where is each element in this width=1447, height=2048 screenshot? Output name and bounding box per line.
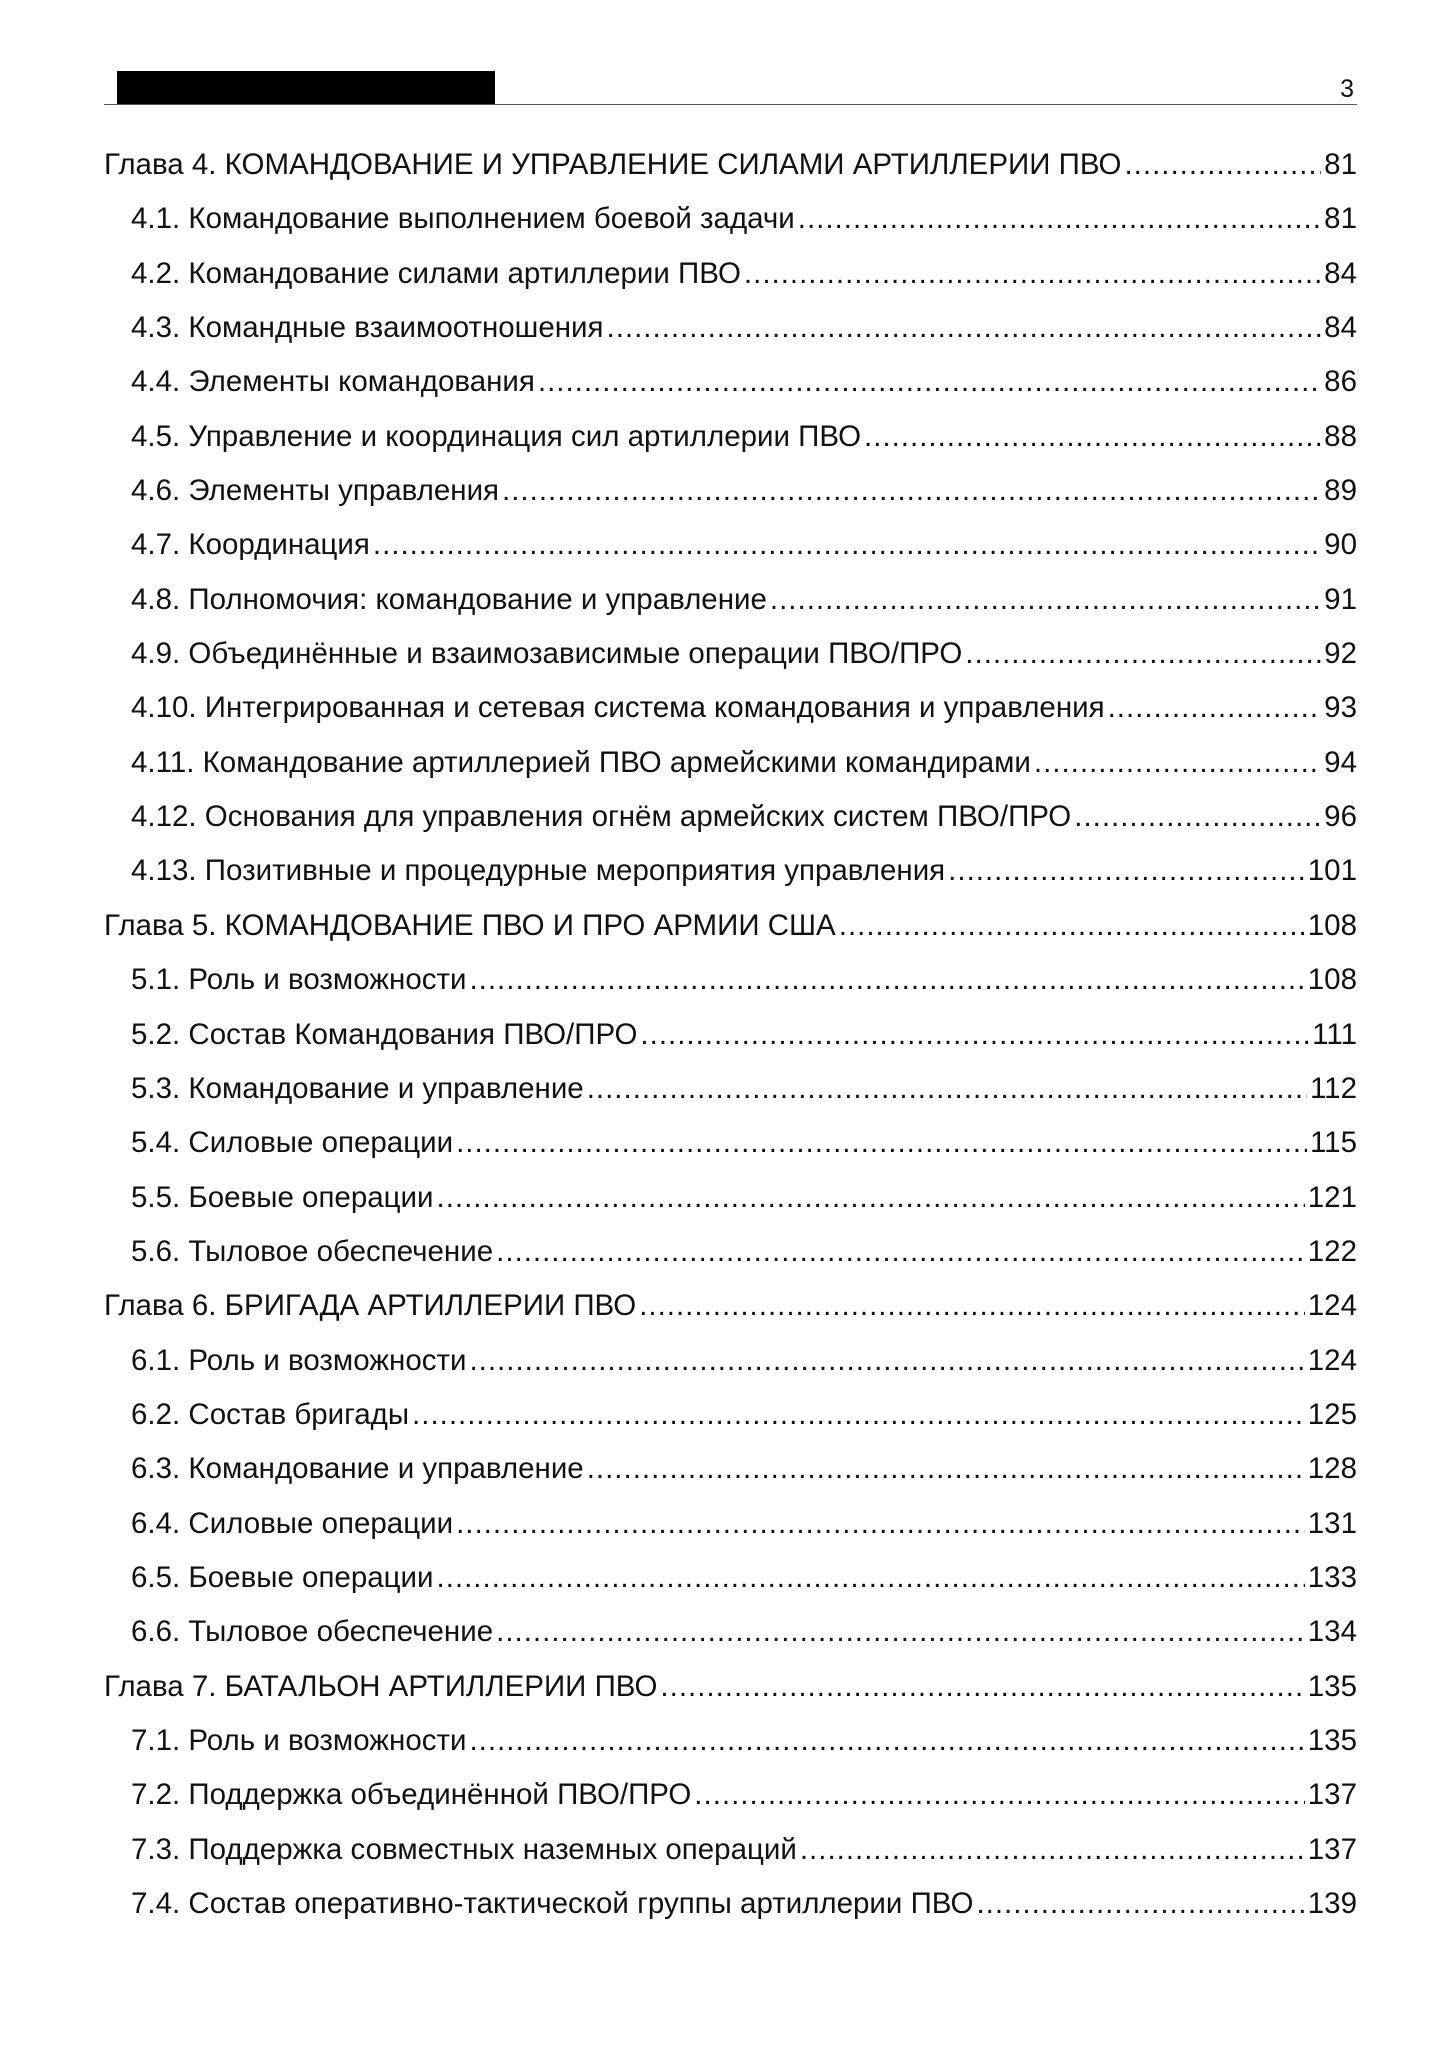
toc-dot-leader (456, 1497, 1305, 1551)
toc-entry-title: 6.4. Силовые операции (131, 1506, 454, 1540)
toc-section-entry[interactable] (104, 192, 1357, 246)
toc-entry-title: 5.4. Силовые операции (131, 1126, 454, 1160)
toc-section-entry[interactable] (104, 1497, 1357, 1551)
toc-dot-leader (607, 301, 1322, 355)
toc-dot-leader (1074, 790, 1321, 844)
toc-entry-title: 4.5. Управление и координация сил артиллерии ПВО (131, 419, 862, 453)
toc-section-entry[interactable] (104, 1062, 1357, 1116)
toc-entry-title: 4.12. Основания для управления огнём армейских систем ПВО/ПРО (131, 800, 1072, 834)
toc-dot-leader (496, 1605, 1305, 1659)
toc-dot-leader (798, 192, 1321, 246)
toc-entry-title: 4.8. Полномочия: командование и управление (131, 582, 767, 616)
toc-entry-title: 5.3. Командование и управление (131, 1071, 584, 1105)
toc-section-entry[interactable] (104, 247, 1357, 301)
toc-entry-title: 4.7. Координация (131, 528, 370, 562)
toc-section-entry[interactable] (104, 953, 1357, 1007)
toc-section-entry[interactable] (104, 518, 1357, 572)
toc-dot-leader (469, 953, 1304, 1007)
toc-entry-title: Глава 4. КОМАНДОВАНИЕ И УПРАВЛЕНИЕ СИЛАМИ АРТИЛЛЕРИИ ПВО (104, 148, 1122, 181)
toc-section-entry[interactable] (104, 410, 1357, 464)
toc-section-entry[interactable] (104, 1388, 1357, 1442)
toc-dot-leader (694, 1768, 1304, 1822)
header-divider (104, 104, 1357, 105)
toc-entry-page-number: 139 (1307, 1887, 1357, 1920)
toc-entry-title: 6.2. Состав бригады (131, 1397, 410, 1431)
toc-entry-page-number: 81 (1324, 148, 1357, 181)
toc-entry-title: 4.2. Командование силами артиллерии ПВО (131, 256, 741, 290)
toc-entry-title: 5.6. Тыловое обеспечение (131, 1234, 494, 1268)
toc-section-entry[interactable] (104, 681, 1357, 735)
toc-entry-page-number: 131 (1307, 1506, 1357, 1540)
toc-chapter-entry[interactable] (104, 1660, 1357, 1714)
toc-entry-page-number: 101 (1307, 854, 1357, 888)
toc-entry-title: 4.4. Элементы командования (131, 365, 535, 399)
toc-entry-title: 7.3. Поддержка совместных наземных операций (131, 1832, 797, 1866)
toc-entry-title: 6.6. Тыловое обеспечение (131, 1615, 494, 1649)
toc-section-entry[interactable] (104, 1171, 1357, 1225)
page-number: 3 (1340, 75, 1354, 103)
toc-entry-title: 6.1. Роль и возможности (131, 1343, 467, 1377)
toc-entry-title: 4.3. Командные взаимоотношения (131, 311, 604, 345)
toc-entry-title: 4.6. Элементы управления (131, 474, 500, 508)
toc-chapter-entry[interactable] (104, 899, 1357, 953)
toc-dot-leader (1124, 138, 1321, 192)
toc-dot-leader (864, 410, 1321, 464)
toc-dot-leader (640, 1008, 1309, 1062)
toc-entry-page-number: 135 (1307, 1723, 1357, 1757)
toc-dot-leader (496, 1225, 1305, 1279)
toc-entry-page-number: 135 (1307, 1669, 1357, 1703)
toc-section-entry[interactable] (104, 790, 1357, 844)
toc-entry-title: Глава 6. БРИГАДА АРТИЛЛЕРИИ ПВО (104, 1289, 637, 1323)
toc-entry-page-number: 96 (1324, 800, 1357, 834)
toc-entry-title: 4.9. Объединённые и взаимозависимые операции ПВО/ПРО (131, 637, 963, 671)
toc-entry-page-number: 81 (1324, 202, 1357, 236)
toc-dot-leader (587, 1062, 1307, 1116)
toc-entry-page-number: 134 (1307, 1615, 1357, 1649)
toc-entry-page-number: 137 (1307, 1832, 1357, 1866)
toc-entry-title: 5.1. Роль и возможности (131, 963, 467, 997)
toc-entry-page-number: 92 (1324, 637, 1357, 671)
toc-dot-leader (965, 627, 1321, 681)
toc-section-entry[interactable] (104, 627, 1357, 681)
toc-section-entry[interactable] (104, 573, 1357, 627)
toc-section-entry[interactable] (104, 1442, 1357, 1496)
toc-chapter-entry[interactable] (104, 138, 1357, 192)
toc-entry-page-number: 86 (1324, 365, 1357, 399)
toc-entry-page-number: 122 (1307, 1234, 1357, 1268)
toc-section-entry[interactable] (104, 1714, 1357, 1768)
toc-entry-title: 7.1. Роль и возможности (131, 1723, 467, 1757)
toc-entry-title: 7.2. Поддержка объединённой ПВО/ПРО (131, 1778, 692, 1812)
toc-dot-leader (770, 573, 1321, 627)
toc-dot-leader (660, 1660, 1304, 1714)
toc-entry-title: 5.2. Состав Командования ПВО/ПРО (131, 1017, 638, 1051)
toc-entry-title: 4.1. Командование выполнением боевой задачи (131, 202, 795, 236)
toc-entry-title: 5.5. Боевые операции (131, 1180, 434, 1214)
toc-entry-page-number: 90 (1324, 528, 1357, 562)
toc-section-entry[interactable] (104, 464, 1357, 518)
toc-section-entry[interactable] (104, 1225, 1357, 1279)
toc-section-entry[interactable] (104, 1605, 1357, 1659)
toc-dot-leader (948, 844, 1305, 898)
toc-section-entry[interactable] (104, 1116, 1357, 1170)
toc-section-entry[interactable] (104, 1551, 1357, 1605)
toc-dot-leader (469, 1714, 1304, 1768)
toc-section-entry[interactable] (104, 1334, 1357, 1388)
toc-entry-page-number: 124 (1307, 1289, 1357, 1323)
toc-dot-leader (976, 1877, 1304, 1931)
toc-entry-page-number: 108 (1307, 963, 1357, 997)
toc-entry-page-number: 128 (1307, 1452, 1357, 1486)
toc-entry-page-number: 88 (1324, 419, 1357, 453)
table-of-contents (104, 138, 1357, 1931)
toc-entry-title: 7.4. Состав оперативно-тактической группы артиллерии ПВО (131, 1887, 974, 1920)
toc-entry-page-number: 93 (1324, 691, 1357, 725)
toc-entry-page-number: 125 (1307, 1397, 1357, 1431)
toc-dot-leader (800, 1823, 1305, 1877)
toc-entry-title: 4.13. Позитивные и процедурные мероприятия управления (131, 854, 946, 888)
toc-entry-page-number: 89 (1324, 474, 1357, 508)
toc-dot-leader (839, 899, 1305, 953)
toc-chapter-entry[interactable] (104, 1279, 1357, 1333)
toc-entry-page-number: 91 (1324, 582, 1357, 616)
toc-entry-page-number: 137 (1307, 1778, 1357, 1812)
toc-entry-page-number: 112 (1309, 1071, 1357, 1105)
redacted-header-block (117, 71, 495, 104)
toc-dot-leader (1034, 736, 1321, 790)
toc-entry-title: Глава 5. КОМАНДОВАНИЕ ПВО И ПРО АРМИИ США (104, 908, 836, 942)
toc-entry-page-number: 124 (1307, 1343, 1357, 1377)
toc-entry-page-number: 108 (1307, 908, 1357, 942)
toc-section-entry[interactable] (104, 355, 1357, 409)
toc-entry-page-number: 84 (1324, 256, 1357, 290)
toc-entry-page-number: 133 (1307, 1560, 1357, 1594)
toc-entry-title: 4.11. Командование артиллерией ПВО армейскими командирами (131, 745, 1031, 779)
toc-entry-page-number: 115 (1309, 1126, 1357, 1160)
toc-entry-page-number: 94 (1324, 745, 1357, 779)
toc-dot-leader (373, 518, 1321, 572)
toc-dot-leader (437, 1171, 1305, 1225)
toc-section-entry[interactable] (104, 301, 1357, 355)
toc-dot-leader (538, 355, 1321, 409)
toc-entry-title: 6.3. Командование и управление (131, 1452, 584, 1486)
toc-entry-title: Глава 7. БАТАЛЬОН АРТИЛЛЕРИИ ПВО (104, 1669, 658, 1703)
toc-dot-leader (469, 1334, 1304, 1388)
toc-dot-leader (456, 1116, 1307, 1170)
toc-dot-leader (502, 464, 1321, 518)
toc-dot-leader (587, 1442, 1305, 1496)
toc-dot-leader (437, 1551, 1305, 1605)
toc-dot-leader (639, 1279, 1305, 1333)
toc-entry-page-number: 121 (1307, 1180, 1357, 1214)
toc-dot-leader (744, 247, 1321, 301)
toc-dot-leader (1108, 681, 1322, 735)
toc-entry-page-number: 111 (1312, 1017, 1357, 1051)
toc-section-entry[interactable] (104, 736, 1357, 790)
toc-entry-title: 6.5. Боевые операции (131, 1560, 434, 1594)
toc-section-entry[interactable] (104, 844, 1357, 898)
toc-entry-title: 4.10. Интегрированная и сетевая система командования и управления (131, 691, 1105, 725)
toc-dot-leader (412, 1388, 1305, 1442)
toc-section-entry[interactable] (104, 1877, 1357, 1931)
toc-section-entry[interactable] (104, 1008, 1357, 1062)
toc-entry-page-number: 84 (1324, 311, 1357, 345)
toc-section-entry[interactable] (104, 1768, 1357, 1822)
toc-section-entry[interactable] (104, 1823, 1357, 1877)
